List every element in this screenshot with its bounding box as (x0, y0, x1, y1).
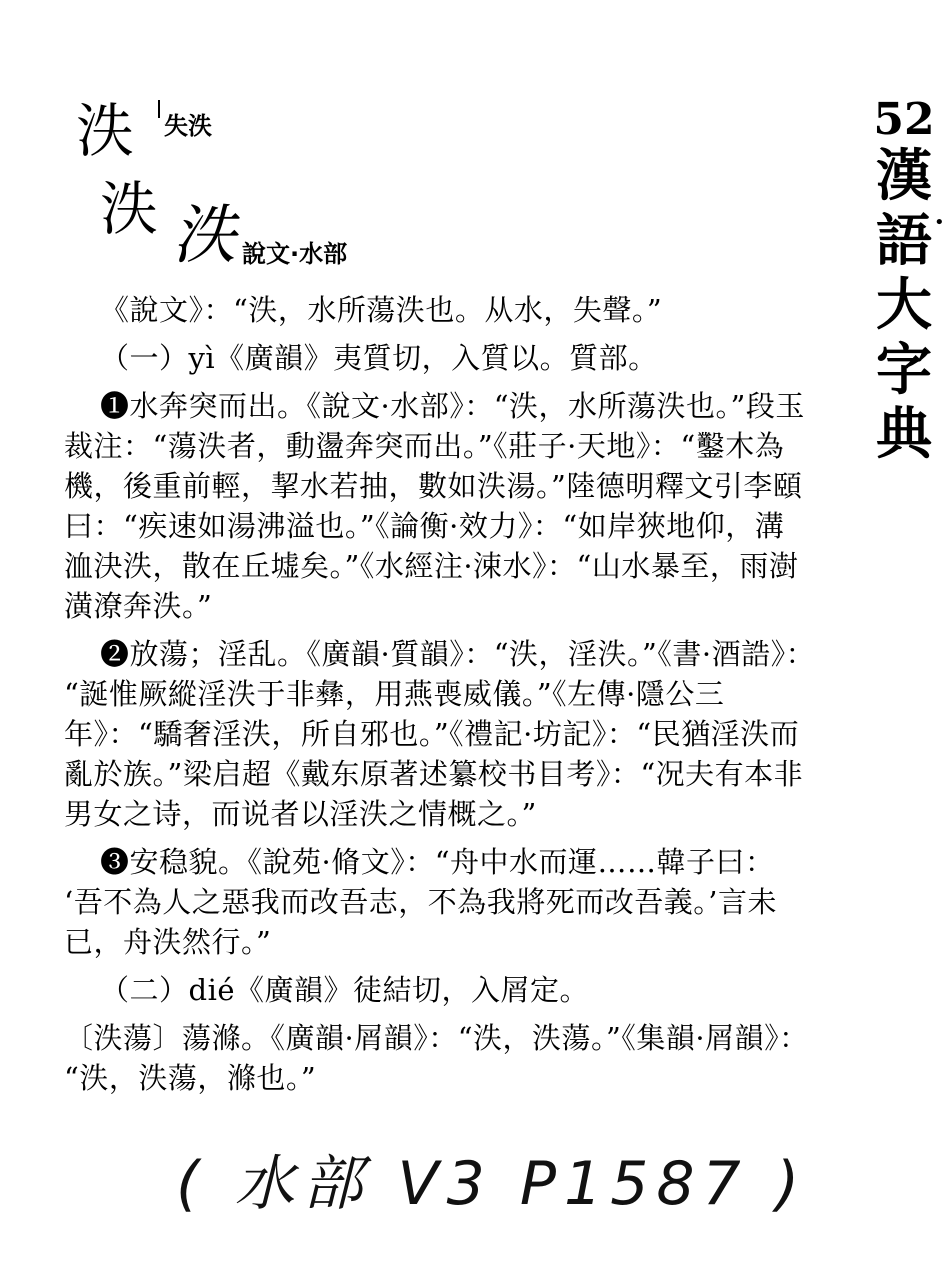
title-char: 漢 (876, 143, 932, 210)
divider-mark (158, 100, 160, 118)
dictionary-side-title (868, 96, 940, 466)
text-line: ❷放蕩；淫乱。《廣韻·質韻》：“泆，淫泆。”《書·酒誥》： (100, 637, 816, 671)
text-line: 年》：“驕奢淫泆，所自邪也。”《禮記·坊記》：“民猶淫泆而 (64, 717, 800, 751)
text-line: （一）yì《廣韻》夷質切，入質以。質部。 (100, 341, 658, 375)
headword-alt-character: 泆 (100, 175, 159, 243)
text-line: ‘吾不為人之惡我而改吾志，不為我將死而改吾義。’言未 (64, 885, 777, 919)
text-line: 已，舟泆然行。” (64, 925, 272, 959)
text-line: 機，後重前輕，挈水若抽，數如泆湯。”陸德明釋文引李頤 (64, 469, 803, 503)
text-line: 裁注：“蕩泆者，動盪奔突而出。”《莊子·天地》：“鑿木為 (64, 429, 785, 463)
text-line: 《說文》：“泆，水所蕩泆也。从水，失聲。” (100, 293, 663, 327)
text-line: （二）dié《廣韻》徒結切，入屑定。 (100, 973, 590, 1007)
text-line: ❶水奔突而出。《說文·水部》：“泆，水所蕩泆也。”段玉 (100, 389, 805, 423)
corner-mark: • (934, 212, 945, 233)
text-line: 男女之诗，而说者以淫泆之情概之。” (64, 797, 537, 831)
text-line: 亂於族。”梁启超《戴东原著述纂校书目考》：“况夫有本非 (64, 757, 804, 791)
variant-label: 失泆 (164, 112, 212, 140)
volume-number: 52 (873, 94, 935, 145)
headword-character: 泆 (76, 97, 135, 165)
seal-script-glyph: 泆 (172, 199, 236, 273)
title-char: 字 (876, 336, 932, 403)
text-line: 〔泆蕩〕蕩滌。《廣韻·屑韻》：“泆，泆蕩。”《集韻·屑韻》： (64, 1021, 809, 1055)
title-char: 典 (876, 400, 932, 467)
text-line: “誕惟厥縱淫泆于非彝，用燕喪威儀。”《左傳·隱公三 (64, 677, 725, 711)
text-line: 曰：“疾速如湯沸溢也。”《論衡·效力》：“如岸狹地仰，溝 (64, 509, 785, 543)
handwritten-note: ( 水部 V3 P1587 ) (176, 1149, 808, 1219)
text-line: 潢潦奔泆。” (64, 589, 213, 623)
text-line: ❸安稳貌。《說苑·脩文》：“舟中水而運……韓子曰： (100, 845, 775, 879)
text-line: 洫決泆，散在丘墟矣。”《水經注·涑水》：“山水暴至，雨澍 (64, 549, 799, 583)
title-char: 大 (876, 272, 932, 339)
source-label: 說文·水部 (242, 240, 348, 268)
text-line: “泆，泆蕩，滌也。” (64, 1061, 317, 1095)
title-char: 語 (876, 207, 932, 274)
